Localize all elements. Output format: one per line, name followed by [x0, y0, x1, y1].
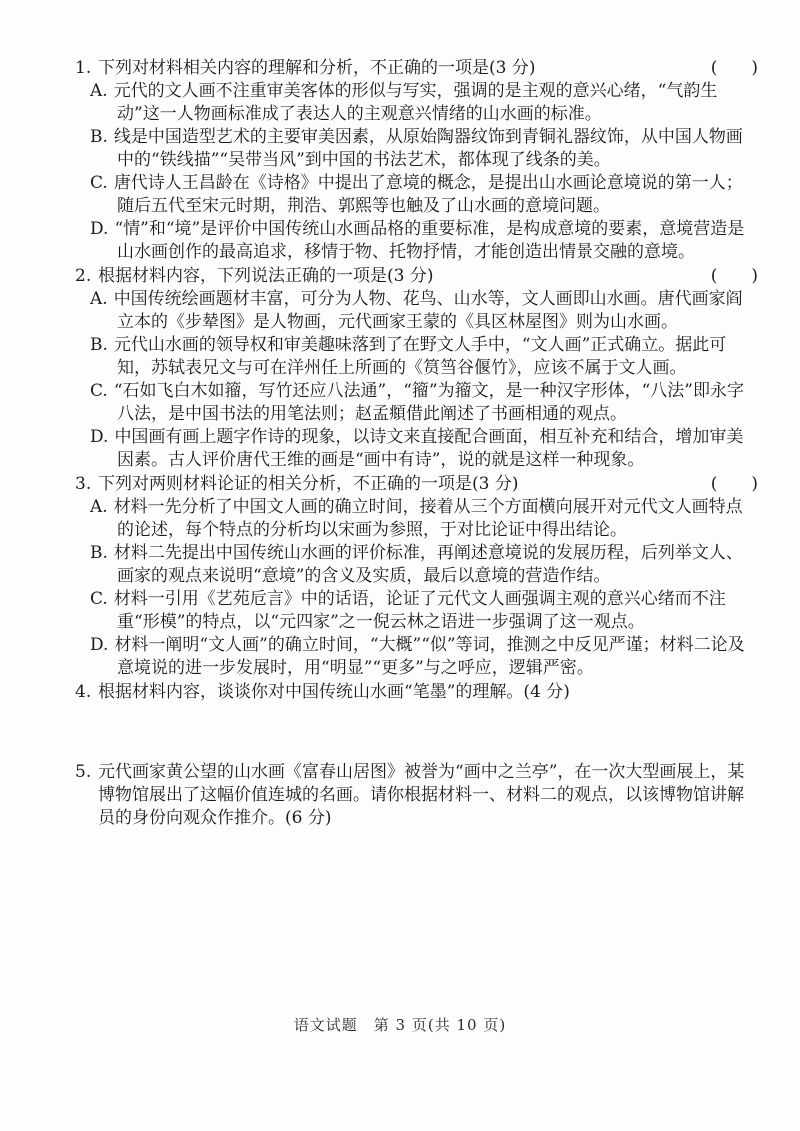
- question-stem: 下列对两则材料论证的相关分析，不正确的一项是(3 分): [98, 474, 519, 494]
- question-1-option-a: [90, 80, 758, 126]
- question-4-stem-row: [75, 681, 758, 704]
- question-3-option-b: [90, 542, 758, 588]
- question-3-stem-row: [75, 473, 758, 496]
- option-label: D.: [90, 219, 109, 239]
- question-number: 4.: [75, 682, 92, 702]
- option-text: 中国传统绘画题材丰富，可分为人物、花鸟、山水等，文人画即山水画。唐代画家阎立本的《步辇图》是人物画，元代画家王蒙的《具区林屋图》则为山水画。: [113, 289, 743, 332]
- question-3: [75, 473, 758, 680]
- option-label: C.: [90, 381, 108, 401]
- option-label: D.: [90, 427, 109, 447]
- option-text: 元代的文人画不注重审美客体的形似与写实，强调的是主观的意兴心绪，“气韵生动”这一人物画标准成了表达人的主观意兴情绪的山水画的标准。: [113, 81, 718, 124]
- option-text: 材料二先提出中国传统山水画的评价标准，再阐述意境说的发展历程，后列举文人、画家的观点来说明“意境”的含义及实质，最后以意境的营造作结。: [113, 543, 743, 586]
- question-2-option-c: [90, 380, 758, 426]
- question-2-option-b: [90, 334, 758, 380]
- option-text: 材料一先分析了中国文人画的确立时间，接着从三个方面横向展开对元代文人画特点的论述，每个特点的分析均以宋画为参照，于对比论证中得出结论。: [113, 497, 743, 540]
- question-1-stem-row: [75, 57, 758, 80]
- option-label: B.: [90, 543, 108, 563]
- question-1-option-b: [90, 126, 758, 172]
- question-4: [75, 681, 758, 704]
- question-stem: 根据材料内容，谈谈你对中国传统山水画“笔墨”的理解。(4 分): [98, 682, 570, 702]
- question-number: 2.: [75, 266, 92, 286]
- question-1-option-c: [90, 172, 758, 218]
- option-label: C.: [90, 589, 108, 609]
- question-2-stem-row: [75, 265, 758, 288]
- question-3-option-a: [90, 496, 758, 542]
- answer-bracket: ( ): [710, 266, 758, 286]
- question-5-stem-row: [75, 761, 758, 830]
- question-stem: 根据材料内容，下列说法正确的一项是(3 分): [98, 266, 434, 286]
- question-3-option-c: [90, 588, 758, 634]
- answer-bracket: ( ): [710, 58, 758, 78]
- question-2-option-a: [90, 288, 758, 334]
- question-2-option-d: [90, 426, 758, 472]
- option-text: “情”和“境”是评价中国传统山水画品格的重要标准，是构成意境的要素，意境营造是山水画创作的最高追求，移情于物、托物抒情，才能创造出情景交融的意境。: [114, 219, 745, 262]
- option-label: A.: [90, 497, 108, 517]
- option-label: C.: [90, 173, 108, 193]
- page-footer: 语文试题 第 3 页(共 10 页): [293, 1016, 507, 1034]
- option-label: A.: [90, 289, 108, 309]
- option-label: B.: [90, 335, 108, 355]
- option-text: 线是中国造型艺术的主要审美因素，从原始陶器纹饰到青铜礼器纹饰，从中国人物画中的“铁线描”“吴带当风”到中国的书法艺术，都体现了线条的美。: [113, 127, 743, 170]
- option-text: “石如飞白木如籀，写竹还应八法通”，“籀”为籀文，是一种汉字形体，“八法”即永字八法，是中国书法的用笔法则；赵孟頫借此阐述了书画相通的观点。: [113, 381, 744, 424]
- option-text: 材料一阐明“文人画”的确立时间，“大概”“似”等词，推测之中反见严谨；材料二论及意境说的进一步发展时，用“明显”“更多”与之呼应，逻辑严密。: [114, 635, 745, 678]
- option-label: B.: [90, 127, 108, 147]
- option-label: A.: [90, 81, 108, 101]
- option-text: 元代山水画的领导权和审美趣味落到了在野文人手中，“文人画”正式确立。据此可知，苏轼表兄文与可在洋州任上所画的《筼筜谷偃竹》，应该不属于文人画。: [113, 335, 727, 378]
- question-1-option-d: [90, 218, 758, 264]
- option-text: 唐代诗人王昌龄在《诗格》中提出了意境的概念，是提出山水画论意境说的第一人；随后五代至宋元时期，荆浩、郭熙等也触及了山水画的意境问题。: [113, 173, 743, 216]
- question-number: 5.: [75, 762, 92, 782]
- question-stem: 下列对材料相关内容的理解和分析，不正确的一项是(3 分): [98, 58, 536, 78]
- option-text: 材料一引用《艺苑卮言》中的话语，论证了元代文人画强调主观的意兴心绪而不注重“形模”的特点，以“元四家”之一倪云林之语进一步强调了这一观点。: [113, 589, 726, 632]
- question-number: 3.: [75, 474, 92, 494]
- question-stem: 元代画家黄公望的山水画《富春山居图》被誉为“画中之兰亭”，在一次大型画展上，某博物馆展出了这幅价值连城的名画。请你根据材料一、材料二的观点，以该博物馆讲解员的身份向观众作推介。(6 分): [98, 762, 745, 828]
- answer-bracket: ( ): [710, 474, 758, 494]
- question-3-option-d: [90, 634, 758, 680]
- question-5: [75, 761, 758, 830]
- option-label: D.: [90, 635, 109, 655]
- question-1: [75, 57, 758, 264]
- question-number: 1.: [75, 58, 92, 78]
- option-text: 中国画有画上题字作诗的现象，以诗文来直接配合画面，相互补充和结合，增加审美因素。古人评价唐代王维的画是“画中有诗”，说的就是这样一种现象。: [114, 427, 744, 470]
- question-2: [75, 265, 758, 472]
